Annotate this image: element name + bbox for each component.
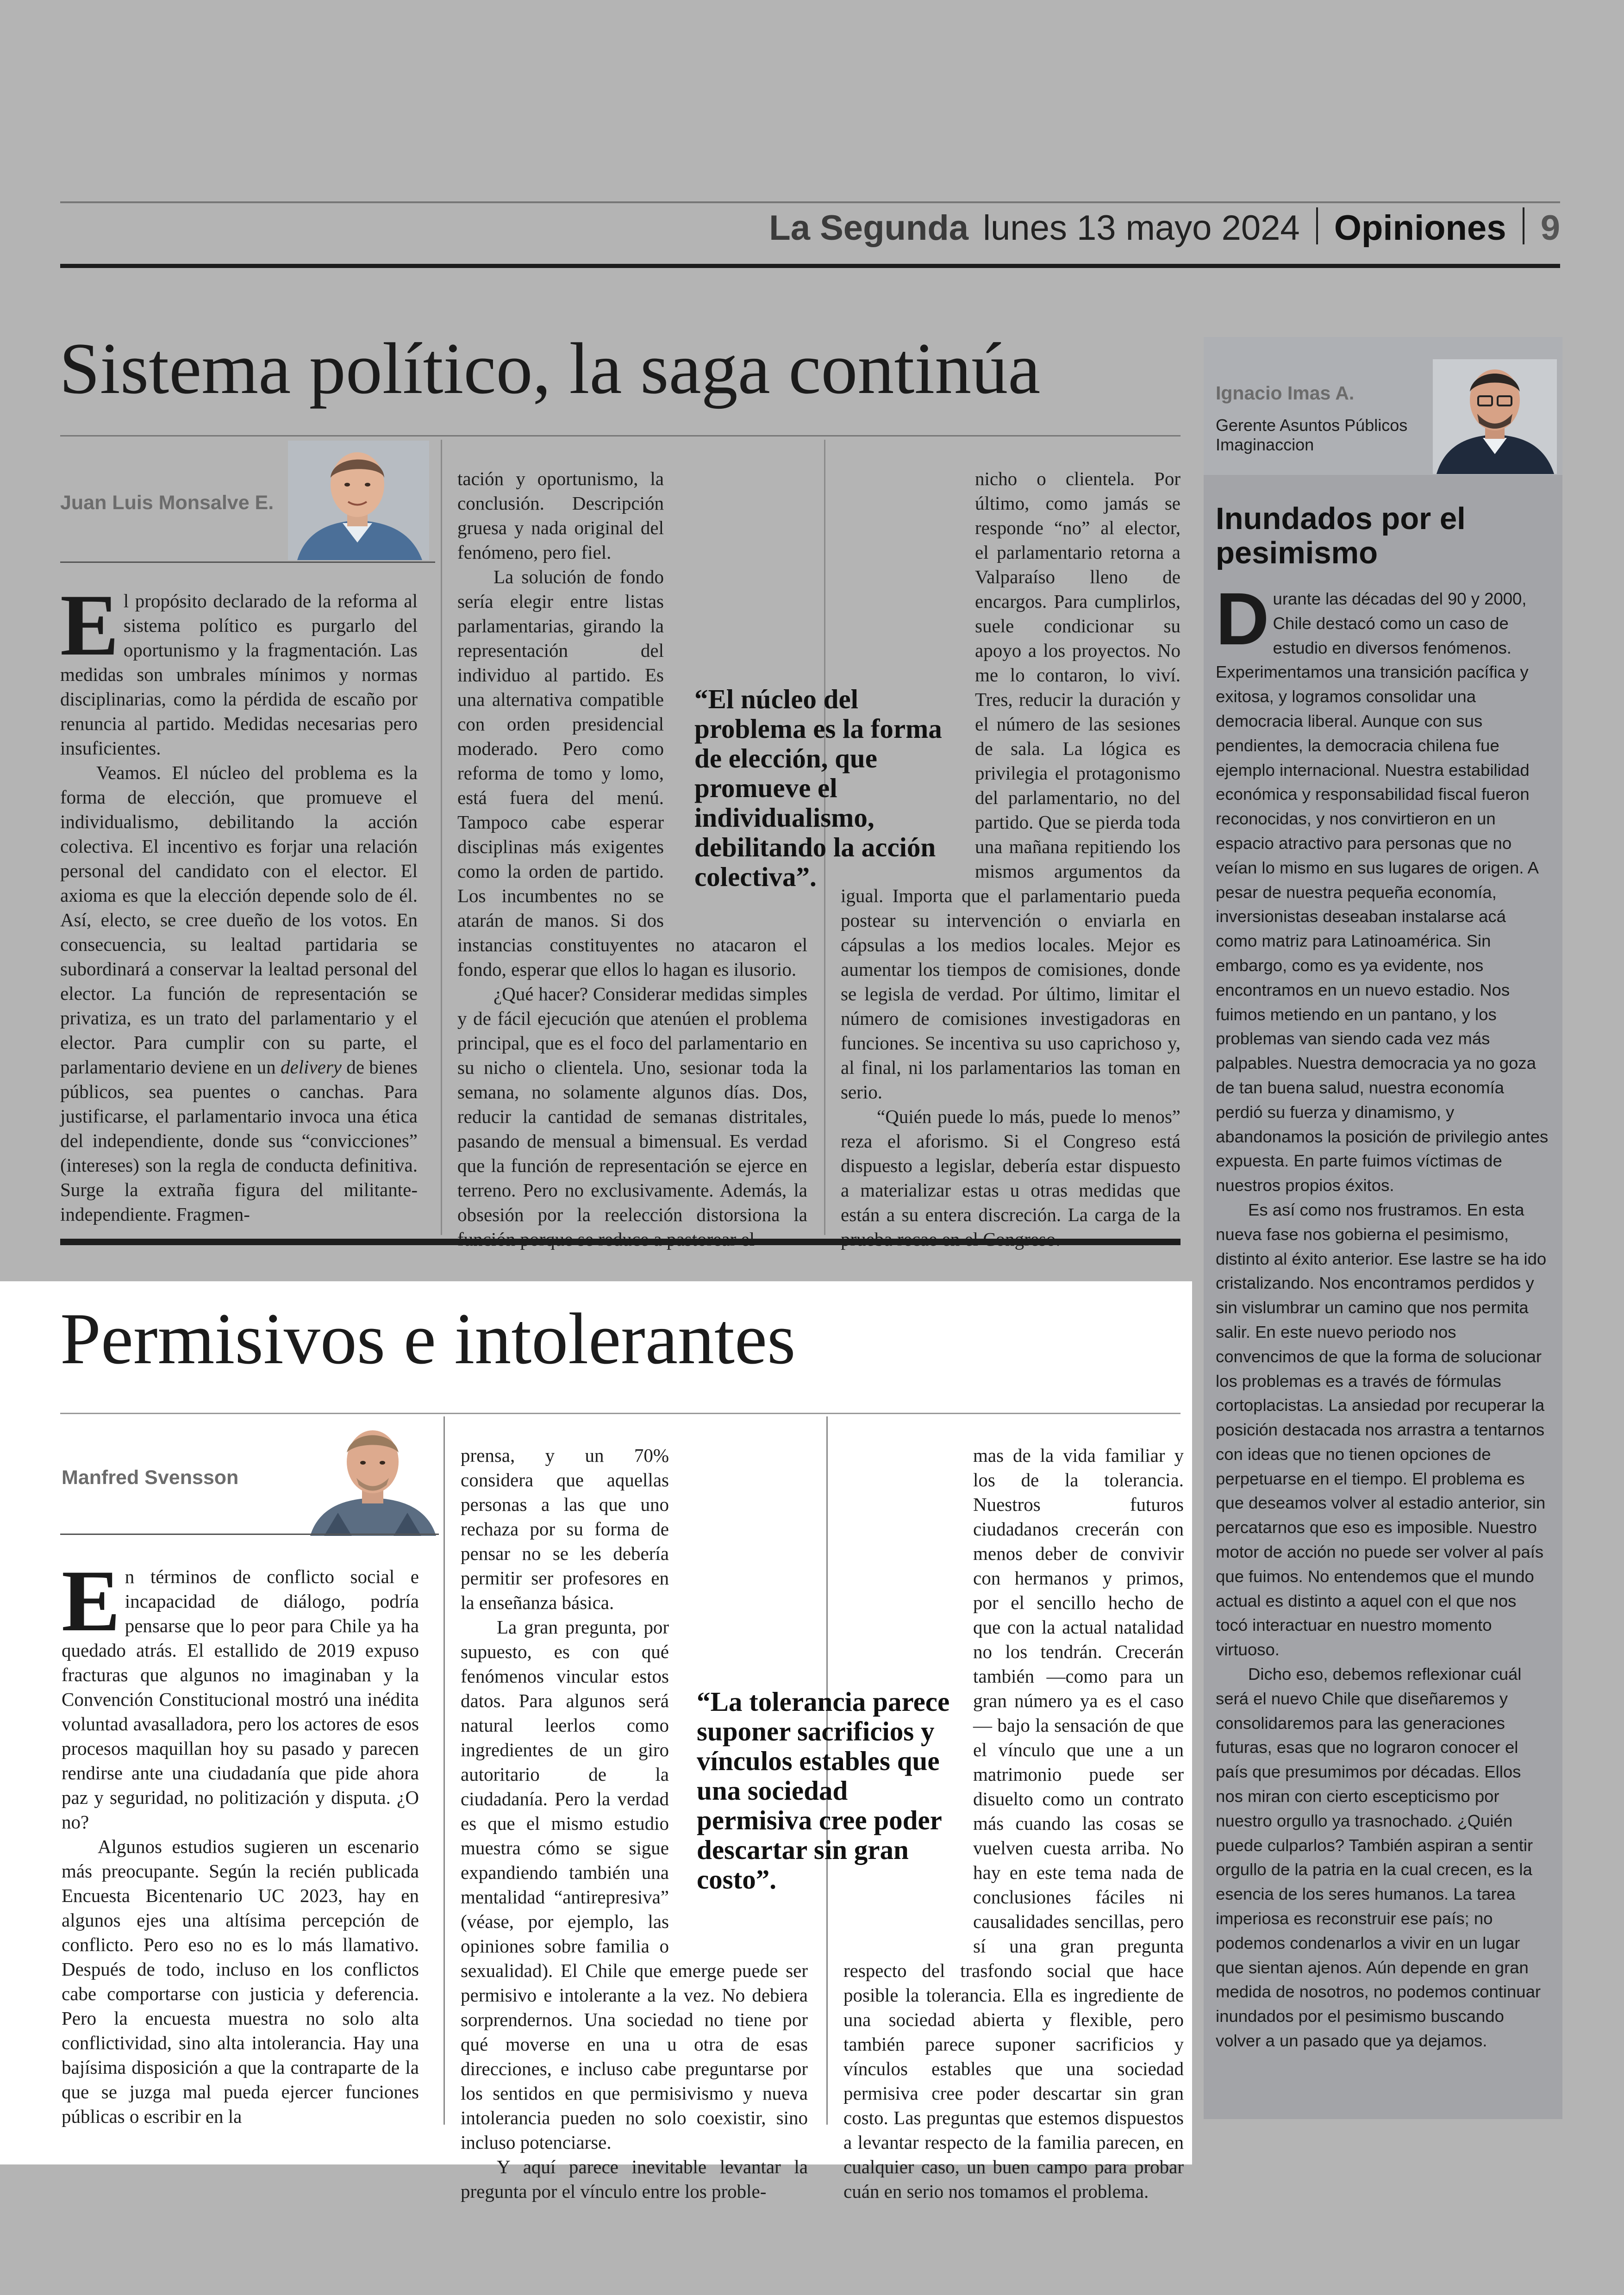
sidebar-author-name: Ignacio Imas A. <box>1216 382 1355 404</box>
article1-paragraph: ¿Qué hacer? Considerar medidas simples y de fácil ejecución que atenúen el problema principal, que es el foco del parlamentario en su nicho o clientela. Uno, sesionar toda la semana, no solamente algunos días. Dos, reducir la cantidad de semanas distritales, pasando de mensual a bimensual. Es verdad que la función de representación se ejerce en terreno. Pero no exclusivamente. Además, la obsesión por la reelección distorsiona la <box>457 983 807 1225</box>
column-divider <box>441 440 442 1235</box>
header-bottom-rule <box>60 264 1560 268</box>
issue-date: lunes 13 mayo 2024 <box>983 208 1300 248</box>
header-top-rule <box>60 201 1560 203</box>
opinion-sidebar <box>1204 337 1562 2119</box>
newspaper-brand: La Segunda <box>769 208 969 248</box>
article1-paragraph: nicho o clientela. Por último, como jamás se responde “no” al elector, el parlamentario retorna a Valparaíso lleno de encargos. Para cumplirlos, suele condicionar su apoyo a los proyectos. No me lo contaron, lo viví. Tres, reducir la duración y el número de las sesiones de sala. La lógica es privilegia el protagonismo del parlamentario, no del partido. Que se pierda toda una mañana repitiendo los mismos argumentos da igual. Importa que el parlamentario pueda postear su intervención o enviarla en cápsulas a los medios locales. Mejor es aumentar los tiempos de comisiones, donde se legisla de verdad. Por último, limitar el número de comisiones investigadoras en funciones. Se incentiva su uso caprichoso y, al final, ni los parlamentarios las toman en serio. <box>841 468 1181 1103</box>
article1-paragraph: de bienes públicos, sea puentes o canchas. Para justificarse, el parlamentario invoca una ética del independiente, donde sus “convicciones” (intereses) son la regla de conducta definitiva. Surge la extraña figura del militante-independiente. Fragmen- <box>60 1056 418 1225</box>
author-photo-monsalve <box>288 441 429 560</box>
sidebar-paragraph: Dicho eso, debemos reflexionar cuál será el nuevo Chile que diseñaremos y consolidaremos para las generaciones futuras, esas que no lograron conocer el país que presumimos por décadas. Ellos nos miran con cierto escepticismo por nuestro orgullo ya trasnochado. ¿Quién puede culparlos? También aspiran a sentir orgullo de la patria en la cual crecen, es la esencia de los seres humanos. La tarea imperiosa es reconstruir ese país; no podemos condenarlos a vivir en un lugar que sientan ajenos. Aún depende en gran medida de nosotros, no podemos continuar inundados por el pesimismo buscando volver a un pasado que ya dejamos. <box>1216 1665 1541 2051</box>
drop-cap: E <box>60 577 119 674</box>
article1-paragraph: La solución de fondo sería elegir entre listas parlamentarias, girando la representación del individuo al partido. Es una alternativa compatible con orden presidencial moderado. Pero como reforma de tomo y lomo, está fuera del menú. Tampoco cabe esperar disciplinas más exigentes como la orden de partido. Los incumbentes no se atarán de manos. Si dos instancias constituyentes no atacaron el fondo, esperar que ellos lo hagan es ilusorio. <box>457 566 807 980</box>
article2-paragraph: prensa, y un 70% considera que aquellas personas a las que uno rechaza por su forma de pensar no se les debería permitir ser profesores en la enseñanza básica. <box>461 1445 669 1613</box>
author-photo-svensson <box>306 1420 440 1536</box>
article2-column-1 <box>62 1553 419 2129</box>
article2-author: Manfred Svensson <box>62 1466 239 1489</box>
drop-cap: D <box>1216 577 1269 660</box>
drop-cap: E <box>62 1553 120 1650</box>
article1-paragraph: tación y oportunismo, la conclusión. Descripción gruesa y nada original del fenómeno, pero fiel. <box>457 468 664 563</box>
author-photo-imas <box>1433 359 1557 474</box>
section-name: Opiniones <box>1334 208 1506 248</box>
article2-paragraph: La gran pregunta, por supuesto, es con qué fenómenos vincular estos datos. Para algunos será natural leerlos como ingredientes de un giro autoritario de la ciudadanía. Pero la verdad es que el mismo estudio muestra cómo se sigue expandiendo también una mentalidad “antirepresiva” (véase, por ejemplo, las opiniones sobre familia o sexualidad). El Chile que emerge puede ser permisivo e intolerante a la vez. No debiera sorprendernos. Una sociedad no tiene por qué moverse en una u otra de esas direcciones, e incluso cabe preguntarse por los sentidos en que permisivismo y nueva intolerancia pueden no solo coexistir, sino incluso potenciarse. <box>461 1616 808 2153</box>
article1-headline-rule <box>60 435 1181 437</box>
article1-byline-rule <box>60 561 435 563</box>
header-divider <box>1316 207 1318 244</box>
article2-paragraph: Y aquí parece inevitable levantar la pregunta por el vínculo entre los proble- <box>461 2156 808 2202</box>
article2-pull-quote: “La tolerancia parece suponer sacrificios y vínculos estables que una sociedad permisiva cree poder descartar sin gran costo”. <box>697 1686 950 1895</box>
page-header <box>60 207 1560 249</box>
header-divider <box>1523 207 1524 244</box>
sidebar-paragraph: urante las décadas del 90 y 2000, Chile destacó como un caso de estudio en diversos fenómenos. Experimentamos una transición pacífica y exitosa, y logramos consolidar una democracia liberal. Aunque con sus pendientes, la democracia chilena fue ejemplo internacional. Nuestra estabilidad económica y responsabilidad fiscal fueron reconocidas, y nos convirtieron en un espacio atractivo para personas que no veían lo mismo en sus lugares de origen. A pesar de nuestra pequeña economía, inversionistas deseaban instalarse acá como matriz para Latinoamérica. Sin embargo, como es ya evidente, nos encontramos en un nuevo estadio. Nos fuimos metiendo en un pantano, y los problemas van siendo cada vez más palpables. Nuestra democracia ya no goza de tan buena salud, nuestra economía perdió su fuerza y dinamismo, y abandonamos la posición de privilegio antes expuesta. En parte fuimos víctimas de nuestros propios éxitos. <box>1216 589 1549 1195</box>
sidebar-body <box>1216 577 1550 2053</box>
article1-headline: Sistema político, la saga continúa <box>59 328 1041 409</box>
article1-column-1 <box>60 577 418 1227</box>
sidebar-paragraph: Es así como nos frustramos. En esta nueva fase nos gobierna el pesimismo, distinto al éxito anterior. Ese lastre se ha ido cristalizando. Nos encontramos perdidos y sin vislumbrar un camino que nos permita salir. En este nuevo periodo nos convencimos de que la forma de solucionar los problemas es a través de fórmulas cortoplacistas. La ansiedad por recuperar la posición destacada nos arrastra a tentarnos con ideas que no tienen opciones de perpetuarse en el tiempo. El problema es que deseamos volver al estadio anterior, sin percatarnos que eso es imposible. Nuestro motor de acción no puede ser volver al país que fuimos. No entendemos que el mundo actual es distinto a aquel con el que nos tocó interactuar en nuestro momento virtuoso. <box>1216 1200 1547 1659</box>
article2-paragraph: Algunos estudios sugieren un escenario más preocupante. Según la recién publicada Encuesta Bicentenario UC 2023, hay en algunos ejes una altísima percepción de conflicto. Pero eso no es lo más llamativo. Después de todo, incluso en los conflictos cabe comportarse con justicia y deferencia. Pero la encuesta muestra no solo alta conflictividad, sino alta intolerancia. Hay una bajísima disposición a que la contraparte de la que se juzga mal pueda ejercer funciones públicas o escribir en la <box>62 1836 419 2127</box>
article2-byline-rule <box>60 1534 439 1535</box>
sidebar-headline: Inundados por el pesimismo <box>1216 501 1466 570</box>
emphasis-text: delivery <box>280 1056 342 1078</box>
article1-bottom-rule <box>60 1239 1181 1245</box>
page-number: 9 <box>1540 208 1560 248</box>
article1-pull-quote: “El núcleo del problema es la forma de elección, que promueve el individualismo, debilitando la acción colectiva”. <box>694 684 942 892</box>
article2-paragraph: mas de la vida familiar y los de la tolerancia. Nuestros futuros ciudadanos crecerán con menos deber de convivir con hermanos y primos, por el sencillo hecho de que con la actual natalidad no los tendrán. Crecerán también —como para un gran número ya es el caso— bajo la sensación de que el vínculo que une a un matrimonio puede ser disuelto como un contrato más cuando las cosas se vuelven cuesta arriba. No hay en este tema nada de conclusiones fáciles ni causalidades sencillas, pero sí una gran pregunta respecto del trasfondo social que hace posible la tolerancia. Ella es ingrediente de una sociedad abierta y flexible, pero también parece suponer sacrificios y vínculos estables que una sociedad permisiva cree poder descartar sin gran costo. Las preguntas que estemos dispuestos a levantar respecto de la familia parecen, en cualquier caso, un buen campo para probar cuán en serio nos tomamos el problema. <box>843 1445 1184 2202</box>
article1-paragraph: Veamos. El núcleo del problema es la forma de elección, que promueve el individualismo, debilitando la acción colectiva. El incentivo es forjar una relación personal del candidato con el elector. El axioma es que la elección depende solo de él. Así, electo, se cree dueño de los votos. En consecuencia, su lealtad partidaria se subordinará a conservar la lealtad personal del elector. La función de representación se privatiza, es un trato del parlamentario y el elector. Para cumplir con su parte, el parlamentario deviene en un <box>60 762 418 1078</box>
sidebar-author-role: Gerente Asuntos Públicos Imaginaccion <box>1216 416 1408 454</box>
article2-headline: Permisivos e intolerantes <box>60 1298 796 1379</box>
column-divider <box>443 1416 445 2125</box>
article2-headline-rule <box>60 1413 1181 1414</box>
article1-paragraph: l propósito declarado de la reforma al sistema político es purgarlo del oportunismo y la fragmentación. Las medidas son umbrales mínimos y normas disciplinarias, como la pérdida de escaño por renuncia al partido. Medidas necesarias pero insuficientes. <box>60 590 418 759</box>
article1-paragraph: “Quién puede lo más, puede lo menos” reza el aforismo. Si el Congreso está dispuesto a legislar, debería estar dispuesto a materializar estas u otras medidas que están a su entera discreción. La carga de la <box>841 1106 1181 1225</box>
article2-paragraph: n términos de conflicto social e incapacidad de diálogo, podría pensarse que lo peor para Chile ya ha quedado atrás. El estallido de 2019 expuso fracturas que algunos no imaginaban y la Convención Constitucional mostró una inédita voluntad avasalladora, pero los actores de esos procesos maquillan hoy su pasado y parecen rendirse ante una ciudadanía que pide ahora paz y seguridad, no politización y disputa. ¿O no? <box>62 1566 419 1833</box>
article1-author: Juan Luis Monsalve E. <box>60 492 274 514</box>
